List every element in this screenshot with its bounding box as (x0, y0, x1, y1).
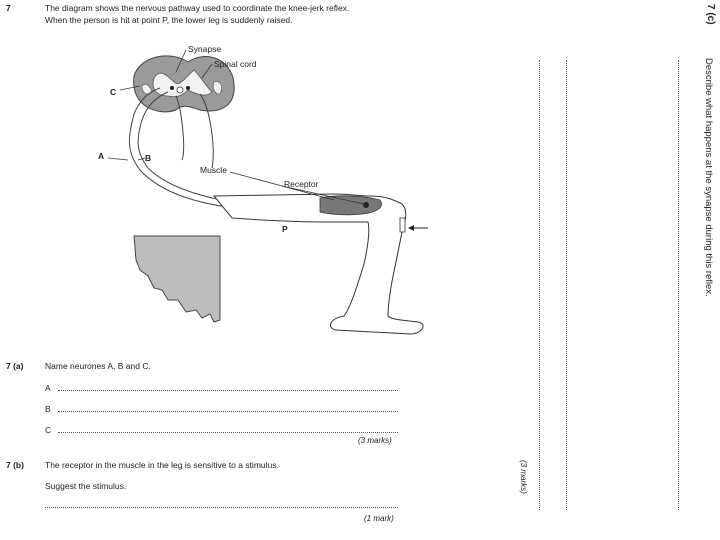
part-c-answer-line-3[interactable] (678, 60, 679, 510)
question-intro-line-2: When the person is hit at point P, the lower leg is suddenly raised. (45, 15, 293, 25)
seat-ledge (134, 236, 220, 322)
label-spinal-cord: Spinal cord (214, 59, 257, 69)
point-p-arrow (408, 225, 428, 231)
part-b-prompt: The receptor in the muscle in the leg is sensitive to a stimulus. (45, 460, 279, 470)
label-b: B (145, 153, 152, 163)
part-a-number: 7 (a) (6, 361, 24, 371)
part-c-prompt: Describe what happens at the synapse during this reflex. (703, 58, 714, 297)
receptor-dot (363, 202, 369, 208)
part-a-prompt: Name neurones A, B and C. (45, 361, 151, 371)
part-c-number: 7 (c) (705, 4, 716, 25)
label-synapse: Synapse (188, 44, 222, 54)
part-b-marks: (1 mark) (364, 514, 394, 523)
label-receptor: Receptor (284, 179, 319, 189)
answer-c-letter: C (45, 425, 52, 435)
part-c-answer-line-1[interactable] (539, 60, 540, 510)
question-intro-line-1: The diagram shows the nervous pathway used to coordinate the knee-jerk reflex. (45, 3, 350, 13)
part-c-marks: (3 marks) (519, 460, 528, 494)
label-p: P (282, 224, 288, 234)
question-number: 7 (6, 3, 11, 13)
part-c-answer-line-2[interactable] (566, 60, 567, 510)
part-b-sub-prompt: Suggest the stimulus. (45, 481, 127, 491)
label-a: A (98, 151, 105, 161)
label-c: C (110, 87, 117, 97)
leg (214, 194, 423, 334)
part-a-marks: (3 marks) (358, 436, 392, 445)
answer-b-letter: B (45, 404, 51, 414)
answer-a-letter: A (45, 383, 51, 393)
answer-b-field[interactable] (58, 411, 398, 412)
label-muscle: Muscle (200, 165, 227, 175)
answer-a-field[interactable] (58, 390, 398, 391)
answer-c-field[interactable] (58, 432, 398, 433)
part-b-number: 7 (b) (6, 460, 24, 470)
part-b-answer-field[interactable] (45, 507, 398, 508)
